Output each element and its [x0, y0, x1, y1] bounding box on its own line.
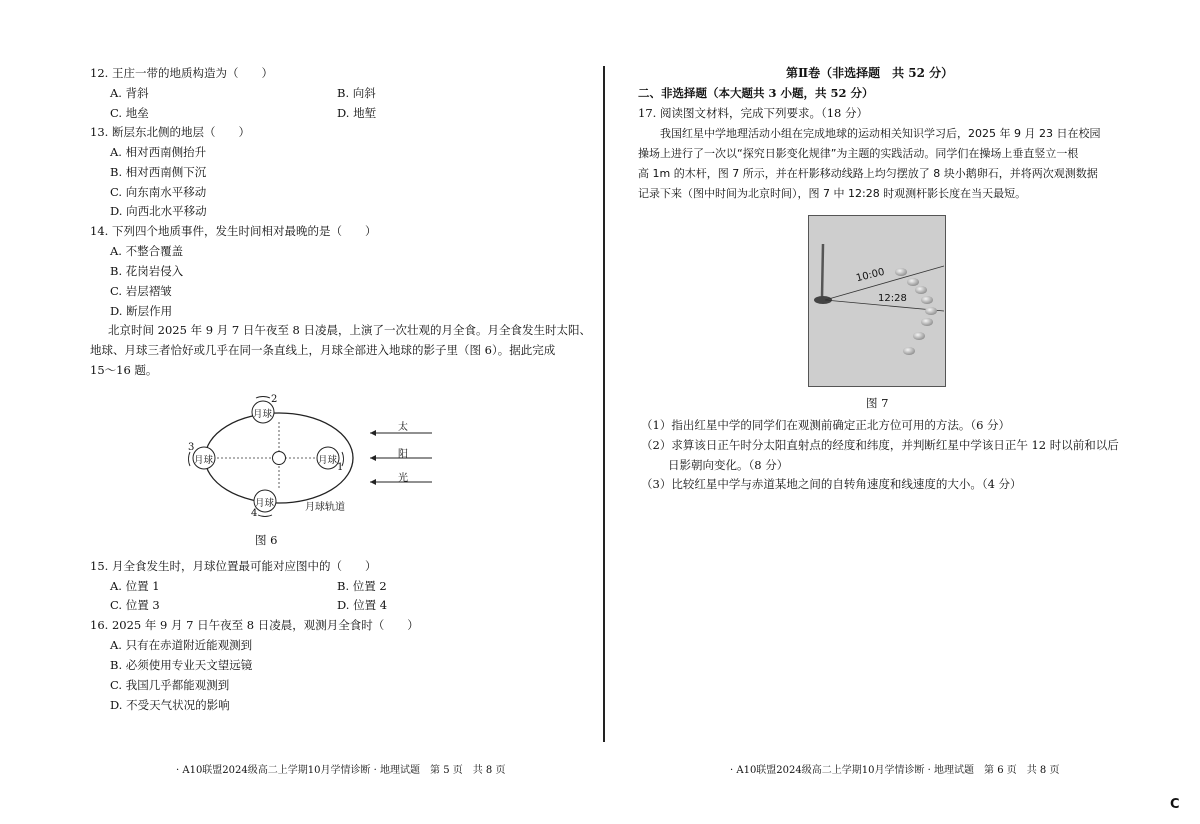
q13-stem: 13. 断层东北侧的地层（ ）: [90, 125, 250, 139]
q16-option-a: A. 只有在赤道附近能观测到: [110, 638, 253, 652]
pebble-2: [907, 278, 919, 286]
right-page-footer: · A10联盟2024级高二上学期10月学情诊断 · 地理试题 第 6 页 共 8 页: [730, 765, 1060, 776]
q15-option-d: D. 位置 4: [337, 598, 388, 612]
intro-line-1: 北京时间 2025 年 9 月 7 日午夜至 8 日凌晨，上演了一次壮观的月全食。月全食发生时太阳、: [108, 323, 591, 337]
sunlight-label-1: 太: [398, 422, 408, 433]
sub-question-3: （3）比较红星中学与赤道某地之间的自转角速度和线速度的大小。（4 分）: [641, 477, 1022, 491]
q17-stem: 17. 阅读图文材料，完成下列要求。（18 分）: [638, 106, 868, 120]
q13-option-b: B. 相对西南侧下沉: [110, 165, 207, 179]
sub-question-1: （1）指出红星中学的同学们在观测前确定正北方位可用的方法。（6 分）: [641, 418, 1011, 432]
q16-stem: 16. 2025 年 9 月 7 日午夜至 8 日凌晨，观测月全食时（ ）: [90, 618, 419, 632]
q14-option-d: D. 断层作用: [110, 304, 173, 318]
figure-7-caption: 图 7: [866, 396, 889, 410]
section-title: 第Ⅱ卷（非选择题 共 52 分）: [786, 66, 954, 80]
earth-circle: [273, 452, 286, 465]
material-line-4: 记录下来（图中时间为北京时间），图 7 中 12:28 时观测杆影长度在当天最短。: [638, 187, 1027, 200]
figure-6-caption: 图 6: [255, 533, 278, 547]
pebble-7: [913, 332, 925, 340]
q15-option-b: B. 位置 2: [337, 579, 387, 593]
moon-label-1: 月球: [318, 455, 338, 466]
pebble-3: [915, 286, 927, 294]
q14-option-a: A. 不整合覆盖: [110, 244, 184, 258]
moon-label-4: 月球: [255, 498, 275, 509]
figure-7-drawing: [809, 216, 945, 386]
position-number-2: 2: [271, 394, 278, 405]
q14-option-b: B. 花岗岩侵入: [110, 264, 184, 278]
moon-label-2: 月球: [253, 409, 273, 420]
sub-question-2-line-1: （2）求算该日正午时分太阳直射点的经度和纬度，并判断红星中学该日正午 12 时以前和以后: [641, 438, 1119, 452]
left-page-footer: · A10联盟2024级高二上学期10月学情诊断 · 地理试题 第 5 页 共 8 页: [176, 765, 506, 776]
q14-option-c: C. 岩层褶皱: [110, 284, 172, 298]
rotation-arrow-2: [256, 396, 270, 398]
material-line-1: 我国红星中学地理活动小组在完成地球的运动相关知识学习后，2025 年 9 月 23 日在校园: [660, 127, 1101, 140]
q16-option-c: C. 我国几乎都能观测到: [110, 678, 230, 692]
intro-line-3: 15～16 题。: [90, 363, 158, 377]
q12-option-d: D. 地堑: [337, 106, 377, 120]
pebble-6: [921, 318, 933, 326]
q12-option-c: C. 地垒: [110, 106, 149, 120]
q13-option-d: D. 向西北水平移动: [110, 204, 207, 218]
q14-stem: 14. 下列四个地质事件，发生时间相对最晚的是（ ）: [90, 224, 377, 238]
material-line-3: 高 1m 的木杆，图 7 所示，并在杆影移动线路上均匀摆放了 8 块小鹅卵石，并将两次观测数据: [638, 167, 1098, 180]
q16-option-d: D. 不受天气状况的影响: [110, 698, 230, 712]
material-line-2: 操场上进行了一次以“探究日影变化规律”为主题的实践活动。同学们在操场上垂直竖立一根: [638, 147, 1079, 160]
position-number-3: 3: [188, 442, 195, 453]
q12-option-b: B. 向斜: [337, 86, 376, 100]
figure-7-photo: [808, 215, 946, 387]
q15-option-a: A. 位置 1: [110, 579, 160, 593]
wooden-pole: [822, 244, 823, 298]
sunlight-label-2: 阳: [398, 449, 408, 460]
q16-option-b: B. 必须使用专业天文望远镜: [110, 658, 253, 672]
pebble-5: [925, 307, 937, 315]
corner-mark: C: [1170, 797, 1180, 812]
moon-orbit-label: 月球轨道: [305, 502, 345, 513]
time-label-10-00: 10:00: [855, 266, 886, 285]
part-two-header: 二、非选择题（本大题共 3 小题，共 52 分）: [638, 86, 874, 100]
moon-label-3: 月球: [194, 455, 214, 466]
sunlight-label-3: 光: [398, 473, 408, 484]
rotation-arrow-3: [188, 452, 190, 466]
q12-option-a: A. 背斜: [110, 86, 149, 100]
intro-line-2: 地球、月球三者恰好或几乎在同一条直线上，月球全部进入地球的影子里（图 6）。据此完成: [90, 343, 556, 357]
sub-question-2-line-2: 日影朝向变化。（8 分）: [668, 458, 789, 472]
position-number-4: 4: [251, 508, 258, 519]
time-label-12-28: 12:28: [878, 293, 907, 304]
q12-stem: 12. 王庄一带的地质构造为（ ）: [90, 66, 273, 80]
q13-option-c: C. 向东南水平移动: [110, 185, 207, 199]
q15-option-c: C. 位置 3: [110, 598, 160, 612]
rotation-arrow-4: [258, 515, 272, 517]
pebble-8: [903, 347, 915, 355]
q15-stem: 15. 月全食发生时，月球位置最可能对应图中的（ ）: [90, 559, 377, 573]
pebble-4: [921, 296, 933, 304]
q13-option-a: A. 相对西南侧抬升: [110, 145, 207, 159]
pebble-1: [895, 268, 907, 276]
column-divider: [603, 66, 605, 742]
position-number-1: 1: [337, 462, 344, 473]
